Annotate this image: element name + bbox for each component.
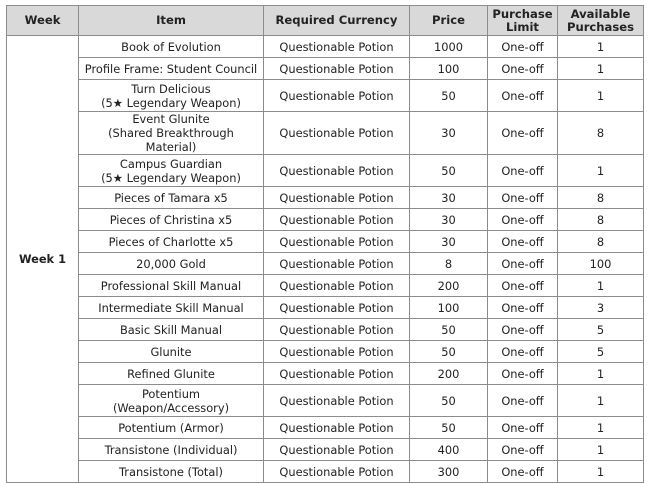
available-purchases-cell: 1 [558, 363, 644, 385]
price-cell: 30 [410, 187, 488, 209]
item-cell: Transistone (Individual) [79, 439, 264, 461]
available-purchases-cell: 8 [558, 112, 644, 155]
purchase-limit-cell: One-off [488, 187, 558, 209]
table-row [7, 439, 644, 461]
available-purchases-cell: 8 [558, 187, 644, 209]
price-cell: 200 [410, 275, 488, 297]
available-purchases-cell: 1 [558, 461, 644, 483]
purchase-limit-cell: One-off [488, 461, 558, 483]
table-row [7, 112, 644, 155]
header-currency: Required Currency [264, 6, 410, 36]
item-cell: Transistone (Total) [79, 461, 264, 483]
price-cell: 1000 [410, 36, 488, 58]
currency-cell: Questionable Potion [264, 36, 410, 58]
available-purchases-cell: 100 [558, 253, 644, 275]
purchase-limit-cell: One-off [488, 297, 558, 319]
available-purchases-cell: 1 [558, 385, 644, 417]
purchase-limit-cell: One-off [488, 80, 558, 112]
table-row [7, 80, 644, 112]
header-week: Week [7, 6, 79, 36]
table-row [7, 209, 644, 231]
item-cell: Pieces of Tamara x5 [79, 187, 264, 209]
price-cell: 8 [410, 253, 488, 275]
table-row [7, 231, 644, 253]
currency-cell: Questionable Potion [264, 209, 410, 231]
purchase-limit-cell: One-off [488, 417, 558, 439]
table-row [7, 385, 644, 417]
item-cell [79, 385, 264, 417]
price-cell: 50 [410, 417, 488, 439]
available-purchases-cell: 1 [558, 58, 644, 80]
table-row [7, 319, 644, 341]
item-cell: Profile Frame: Student Council [79, 58, 264, 80]
available-purchases-cell: 8 [558, 231, 644, 253]
item-cell: Book of Evolution [79, 36, 264, 58]
currency-cell: Questionable Potion [264, 231, 410, 253]
table-row [7, 155, 644, 187]
purchase-limit-cell: One-off [488, 385, 558, 417]
table-row [7, 461, 644, 483]
shop-table-container [6, 5, 644, 483]
purchase-limit-cell: One-off [488, 319, 558, 341]
item-name-line: Potentium [141, 386, 201, 401]
table-row [7, 253, 644, 275]
currency-cell: Questionable Potion [264, 439, 410, 461]
price-cell: 400 [410, 439, 488, 461]
available-purchases-cell: 3 [558, 297, 644, 319]
currency-cell: Questionable Potion [264, 58, 410, 80]
available-purchases-cell: 1 [558, 275, 644, 297]
table-row [7, 417, 644, 439]
available-purchases-cell: 1 [558, 80, 644, 112]
price-cell: 50 [410, 155, 488, 187]
price-cell: 50 [410, 341, 488, 363]
table-row [7, 341, 644, 363]
week-cell: Week 1 [7, 36, 79, 483]
available-purchases-cell: 8 [558, 209, 644, 231]
item-subtitle-line: (5★ Legendary Weapon) [101, 95, 241, 110]
currency-cell: Questionable Potion [264, 155, 410, 187]
currency-cell: Questionable Potion [264, 461, 410, 483]
item-cell: Refined Glunite [79, 363, 264, 385]
currency-cell: Questionable Potion [264, 417, 410, 439]
item-subtitle-line: (5★ Legendary Weapon) [101, 170, 241, 185]
currency-cell: Questionable Potion [264, 385, 410, 417]
price-cell: 30 [410, 231, 488, 253]
price-cell: 200 [410, 363, 488, 385]
item-cell: Potentium (Armor) [79, 417, 264, 439]
purchase-limit-cell: One-off [488, 253, 558, 275]
available-purchases-cell: 5 [558, 341, 644, 363]
item-name-line: Turn Delicious [131, 81, 211, 96]
item-cell [79, 112, 264, 155]
purchase-limit-cell: One-off [488, 275, 558, 297]
table-row [7, 363, 644, 385]
price-cell: 30 [410, 112, 488, 155]
currency-cell: Questionable Potion [264, 187, 410, 209]
currency-cell: Questionable Potion [264, 253, 410, 275]
price-cell: 300 [410, 461, 488, 483]
table-row [7, 297, 644, 319]
purchase-limit-cell: One-off [488, 155, 558, 187]
currency-cell: Questionable Potion [264, 275, 410, 297]
purchase-limit-cell: One-off [488, 36, 558, 58]
purchase-limit-cell: One-off [488, 341, 558, 363]
currency-cell: Questionable Potion [264, 319, 410, 341]
item-cell [79, 80, 264, 112]
header-available-purchases: Available Purchases [558, 6, 644, 36]
item-cell: Basic Skill Manual [79, 319, 264, 341]
price-cell: 30 [410, 209, 488, 231]
header-purchase-limit: Purchase Limit [488, 6, 558, 36]
currency-cell: Questionable Potion [264, 363, 410, 385]
currency-cell: Questionable Potion [264, 80, 410, 112]
available-purchases-cell: 1 [558, 417, 644, 439]
table-row [7, 187, 644, 209]
purchase-limit-cell: One-off [488, 58, 558, 80]
purchase-limit-cell: One-off [488, 363, 558, 385]
available-purchases-cell: 1 [558, 439, 644, 461]
item-cell: 20,000 Gold [79, 253, 264, 275]
currency-cell: Questionable Potion [264, 341, 410, 363]
price-cell: 50 [410, 319, 488, 341]
available-purchases-cell: 5 [558, 319, 644, 341]
item-cell: Intermediate Skill Manual [79, 297, 264, 319]
table-row [7, 36, 644, 58]
price-cell: 100 [410, 58, 488, 80]
item-cell: Pieces of Charlotte x5 [79, 231, 264, 253]
purchase-limit-cell: One-off [488, 439, 558, 461]
header-price: Price [410, 6, 488, 36]
header-row [7, 6, 644, 36]
price-cell: 50 [410, 385, 488, 417]
available-purchases-cell: 1 [558, 155, 644, 187]
item-cell: Glunite [79, 341, 264, 363]
price-cell: 100 [410, 297, 488, 319]
item-name-line: Event Glunite [132, 112, 210, 126]
price-cell: 50 [410, 80, 488, 112]
table-row [7, 275, 644, 297]
shop-table [6, 5, 644, 483]
purchase-limit-cell: One-off [488, 231, 558, 253]
header-item: Item [79, 6, 264, 36]
item-cell: Professional Skill Manual [79, 275, 264, 297]
table-row [7, 58, 644, 80]
item-subtitle-line: (Weapon/Accessory) [112, 400, 230, 415]
purchase-limit-cell: One-off [488, 209, 558, 231]
purchase-limit-cell: One-off [488, 112, 558, 155]
item-name-line: Campus Guardian [119, 156, 223, 171]
currency-cell: Questionable Potion [264, 297, 410, 319]
item-cell [79, 155, 264, 187]
available-purchases-cell: 1 [558, 36, 644, 58]
item-cell: Pieces of Christina x5 [79, 209, 264, 231]
table-body [7, 36, 644, 483]
currency-cell: Questionable Potion [264, 112, 410, 155]
item-subtitle-line: (Shared Breakthrough Material) [108, 126, 234, 154]
